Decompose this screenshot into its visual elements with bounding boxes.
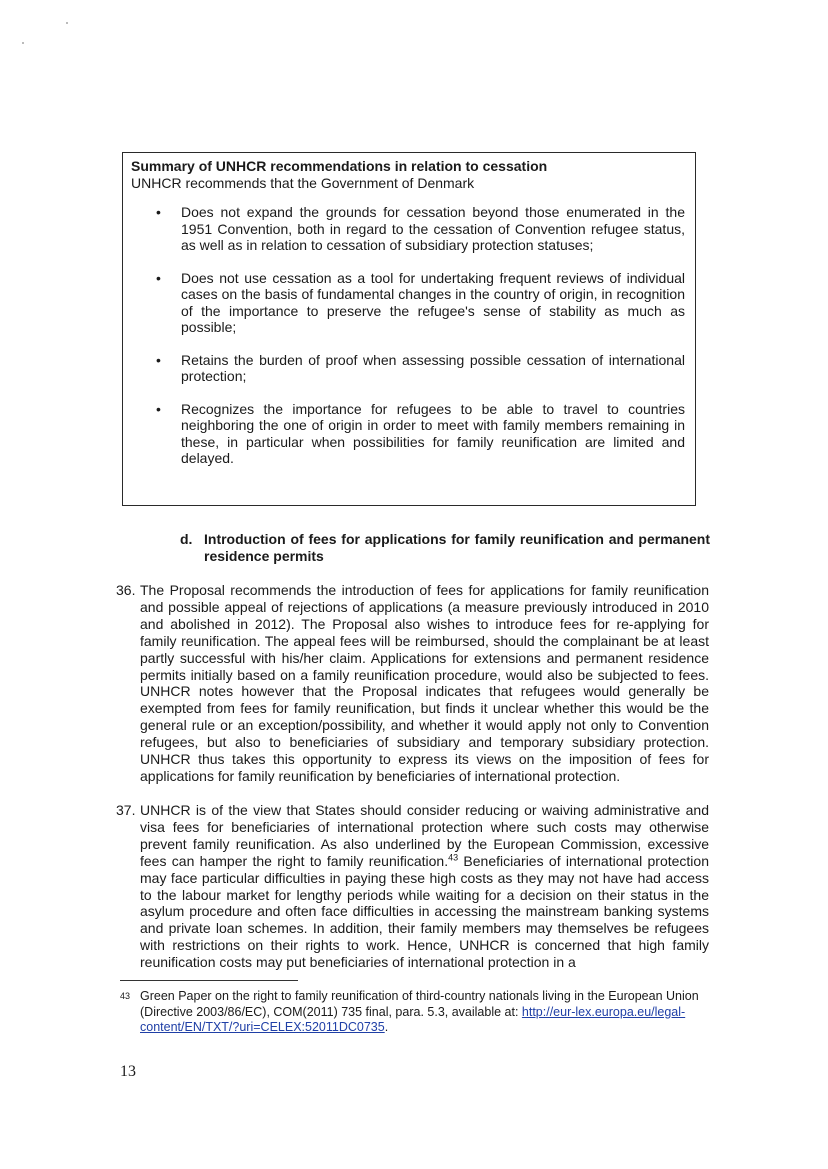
list-item bbox=[131, 401, 685, 467]
paragraph-36 bbox=[116, 582, 709, 785]
recommendation-text: Does not use cessation as a tool for undertaking frequent reviews of individual cases on the basis of fundamental changes in the country of origin, in recognition of the importance to preserve the refugee's sense of stability as much as possible; bbox=[181, 269, 685, 335]
page-number: 13 bbox=[120, 1063, 136, 1080]
paragraph-text-part: Beneficiaries of international protection may face particular difficulties in paying these high costs as they may not have had access to the labour market for lengthy periods while waiting for a decision on their status in the asylum procedure and often face difficulties in accessing the mainstream banking systems and private loan schemes. In addition, their family members may themselves be refugees with restrictions on their rights to work. Hence, UNHCR is concerned that high family reunification costs may put beneficiaries of international protection in a bbox=[140, 852, 709, 971]
summary-intro: UNHCR recommends that the Government of Denmark bbox=[131, 175, 475, 191]
footnote-43 bbox=[120, 989, 700, 1036]
recommendation-text: Recognizes the importance for refugees to be able to travel to countries neighboring the one of origin in order to meet with family members remaining in these, in particular when possibilities for family reunification are limited and delayed. bbox=[181, 400, 685, 466]
scan-speck bbox=[22, 42, 24, 44]
recommendation-text: Does not expand the grounds for cessation beyond those enumerated in the 1951 Convention, both in regard to the cessation of Convention refugee status, as well as in relation to cessation of subsidiary protection statuses; bbox=[181, 204, 685, 253]
paragraph-text-part: UNHCR is of the view that States should consider reducing or waiving administrative and visa fees for beneficiaries of international protection where such costs may otherwise prevent family reunification. As also underlined by the European Commission, excessive fees can hamper the right to family reunification. bbox=[140, 802, 709, 869]
bullet-icon: • bbox=[156, 204, 161, 220]
recommendation-text: Retains the burden of proof when assessing possible cessation of international protection; bbox=[181, 351, 685, 384]
footnote-text bbox=[140, 989, 700, 1036]
list-item bbox=[131, 352, 685, 385]
bullet-icon: • bbox=[156, 400, 161, 417]
section-heading bbox=[180, 531, 710, 565]
bullet-icon: • bbox=[156, 269, 161, 286]
paragraph-number: 37. bbox=[116, 802, 136, 818]
paragraph-text bbox=[140, 802, 709, 971]
bullet-icon: • bbox=[156, 351, 161, 368]
section-letter: d. bbox=[180, 531, 193, 547]
footnote-divider bbox=[120, 980, 298, 981]
scan-speck bbox=[66, 22, 68, 24]
footnote-link[interactable]: http://eur-lex.europa.eu/legal-content/EN/TXT/?uri=CELEX:52011DC0735 bbox=[140, 1004, 686, 1034]
footnote-end: . bbox=[384, 1020, 389, 1034]
recommendation-list bbox=[131, 204, 685, 467]
footnote-reference[interactable]: 43 bbox=[448, 852, 459, 863]
footnote-mark: 43 bbox=[120, 991, 131, 1001]
summary-title: Summary of UNHCR recommendations in relation to cessation bbox=[131, 158, 548, 174]
section-title: Introduction of fees for applications for family reunification and permanent residence permits bbox=[204, 531, 710, 564]
recommendations-summary-box bbox=[122, 152, 696, 506]
paragraph-37 bbox=[116, 802, 709, 971]
paragraph-text: The Proposal recommends the introduction of fees for applications for family reunification and possible appeal of rejections of applications (a measure previously introduced in 2010 and abolished in 2012). The Proposal also wishes to introduce fees for re-applying for family reunification. The appeal fees will be reimbursed, should the complainant be at least partly successful with his/her claim. Applications for extensions and permanent residence permits initially based on a family reunification procedure, would also be subjected to fees. UNHCR notes however that the Proposal indicates that refugees would generally be exempted from fees for family reunification, but finds it unclear whether this would be the general rule or an exception/possibility, and whether it would apply not only to Convention refugees, but also to beneficiaries of subsidiary and temporary subsidiary protection. UNHCR thus takes this opportunity to express its views on the imposition of fees for applications for family reunification by beneficiaries of international protection. bbox=[140, 582, 709, 784]
list-item bbox=[131, 270, 685, 336]
list-item bbox=[131, 204, 685, 254]
paragraph-number: 36. bbox=[116, 582, 136, 598]
footnote-citation: Green Paper on the right to family reunification of third-country nationals living in the European Union (Directive 2003/86/EC), COM(2011) 735 final, para. 5.3, available at: bbox=[140, 989, 699, 1019]
